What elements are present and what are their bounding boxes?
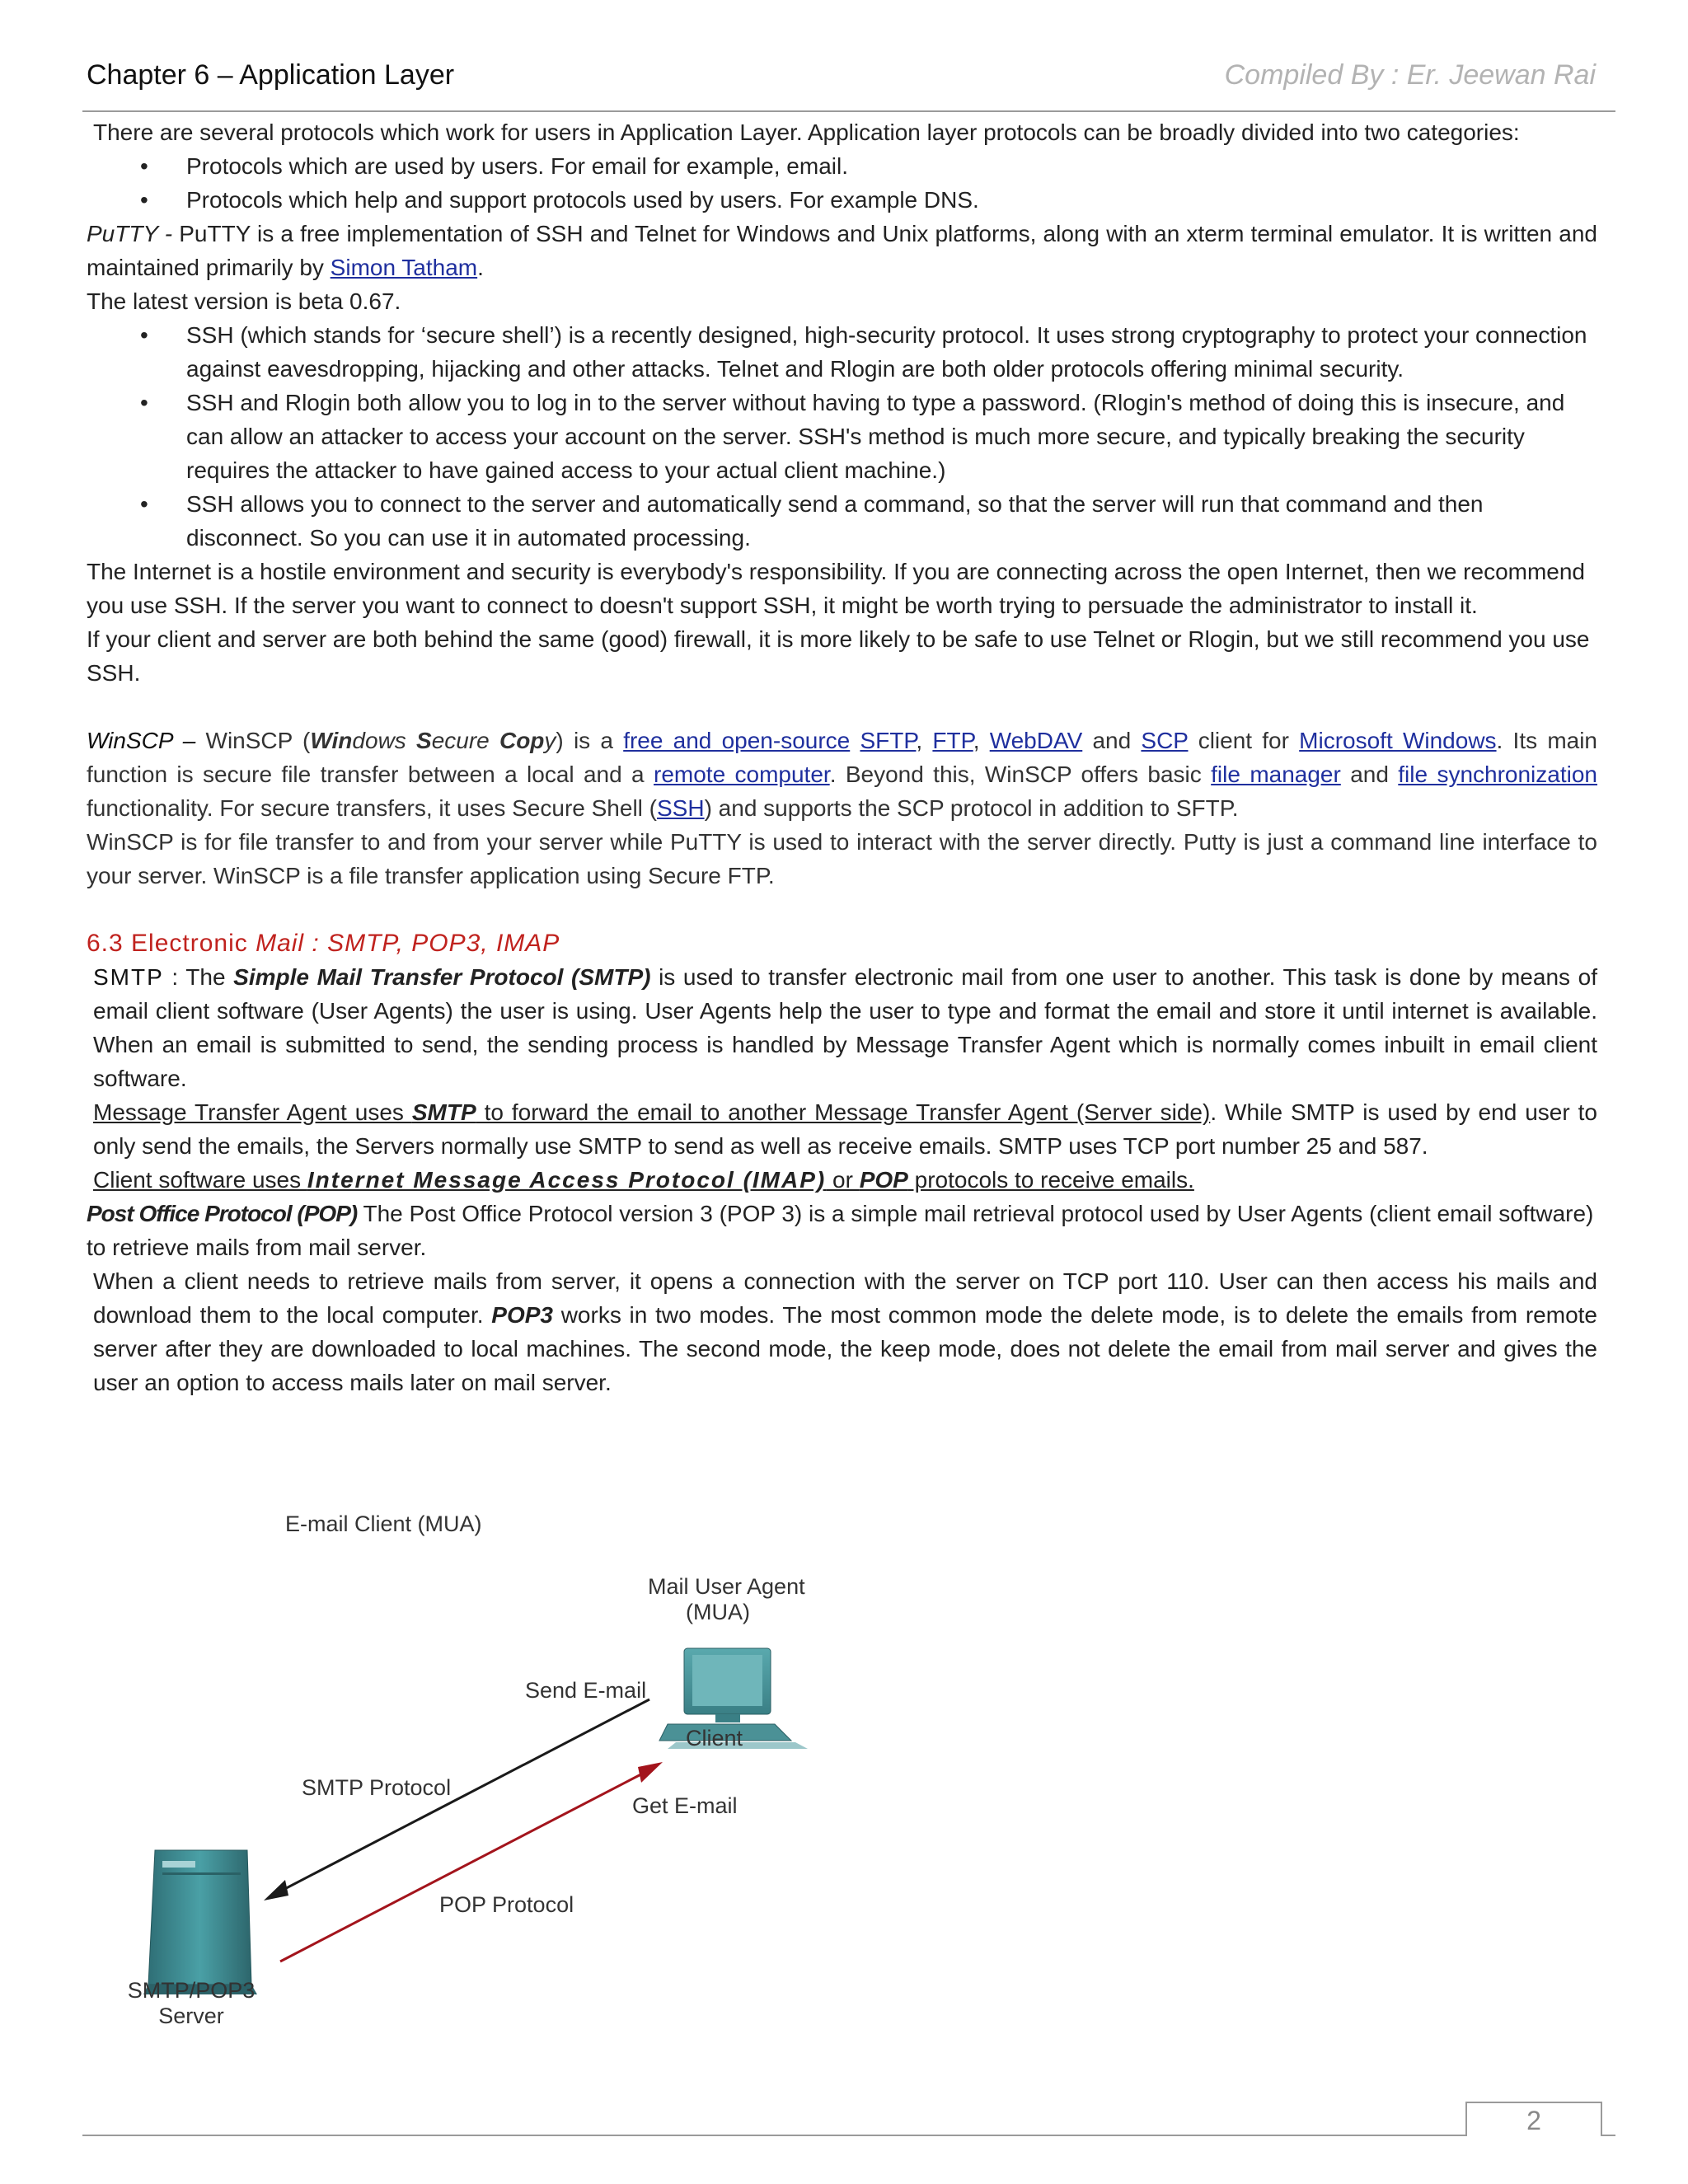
- intro-bullet-list: [87, 149, 1597, 217]
- ftp-link[interactable]: FTP: [932, 728, 973, 753]
- mua-label: Mail User Agent (MUA): [648, 1574, 805, 1624]
- mta-paragraph: Message Transfer Agent uses SMTP to forward the email to another Message Transfer Agent (Server side). While SMTP is used by end user to only send the emails, the Servers normally use SMTP to send as well as receive emails. SMTP uses TCP port number 25 and 587.: [93, 1099, 1597, 1159]
- page-number: 2: [1526, 2106, 1541, 2135]
- client-label: Client: [686, 1726, 743, 1750]
- pop3-paragraph: When a client needs to retrieve mails from server, it opens a connection with the server on TCP port 110. User can then access his mails and download them to the local computer. POP3 works in two modes. The most common mode the delete mode, is to delete the emails from remote server after they are downloaded to local machines. The second mode, the keep mode, does not delete the email from mail server and gives the user an option to access mails later on mail server.: [93, 1268, 1597, 1395]
- simon-tatham-link[interactable]: Simon Tatham: [330, 255, 478, 280]
- document-body: [87, 115, 1597, 1399]
- server-label: SMTP/POP3 Server: [127, 1978, 256, 2028]
- putty-paragraph: PuTTY - PuTTY is a free implementation of SSH and Telnet for Windows and Unix platforms, along with an xterm terminal emulator. It is written and maintained primarily by Simon Tatham.: [87, 221, 1597, 280]
- intro-paragraph: There are several protocols which work for users in Application Layer. Application layer protocols can be broadly divided into two categories:: [93, 120, 1520, 145]
- remote-computer-link[interactable]: remote computer: [654, 762, 830, 787]
- list-item: • SSH and Rlogin both allow you to log in to the server without having to type a password. (Rlogin's method of doing this is insecure, and can allow an attacker to access your account on the server. SSH's method is much more secure, and typically breaking the security requires the attacker to have gained access to your actual client machine.): [87, 386, 1597, 487]
- microsoft-windows-link[interactable]: Microsoft Windows: [1299, 728, 1497, 753]
- winscp-paragraph: WinSCP – WinSCP (Windows Secure Copy) is a free and open-source SFTP, FTP, WebDAV and SCP client for Microsoft Windows. Its main function is secure file transfer between a local and a remote computer. Beyond this, WinSCP offers basic file manager and file synchronization functionality. For secure transfers, it uses Secure Shell (SSH) and supports the SCP protocol in addition to SFTP.: [87, 728, 1598, 821]
- server-icon: [143, 1850, 257, 1994]
- winscp-term: WinSCP –: [87, 728, 196, 753]
- firewall-paragraph: If your client and server are both behind the same (good) firewall, it is more likely to be safe to use Telnet or Rlogin, but we still recommend you use SSH.: [87, 626, 1590, 686]
- pop-paragraph: Post Office Protocol (POP) The Post Office Protocol version 3 (POP 3) is a simple mail retrieval protocol used by User Agents (client email software) to retrieve mails from mail server.: [87, 1201, 1594, 1260]
- ssh-link[interactable]: SSH: [657, 795, 705, 821]
- smtp-full-name: Simple Mail Transfer Protocol (SMTP): [233, 964, 651, 990]
- client-paragraph: Client software uses Internet Message Access Protocol (IMAP) or POP protocols to receive emails.: [93, 1167, 1194, 1193]
- section-heading: 6.3 Electronic Mail : SMTP, POP3, IMAP: [87, 930, 560, 957]
- putty-version: The latest version is beta 0.67.: [87, 288, 401, 314]
- diagram-title: E-mail Client (MUA): [285, 1511, 482, 1536]
- spacer: [87, 893, 1597, 926]
- footer-rule: [82, 2135, 1615, 2136]
- pop-protocol-label: POP Protocol: [439, 1892, 574, 1917]
- webdav-link[interactable]: WebDAV: [989, 728, 1083, 753]
- file-manager-link[interactable]: file manager: [1211, 762, 1341, 787]
- sftp-link[interactable]: SFTP: [860, 728, 917, 753]
- bullet-icon: •: [140, 153, 148, 179]
- get-email-label: Get E-mail: [632, 1793, 738, 1818]
- foss-link[interactable]: free and open-source: [623, 728, 851, 753]
- bullet-icon: •: [140, 491, 148, 517]
- pop-term: Post Office Protocol (POP): [87, 1201, 358, 1226]
- spacer: [87, 690, 1597, 724]
- bullet-icon: •: [140, 187, 148, 213]
- putty-term: PuTTY -: [87, 221, 173, 246]
- send-email-label: Send E-mail: [525, 1678, 647, 1703]
- smtp-paragraph: SMTP : The Simple Mail Transfer Protocol (SMTP) is used to transfer electronic mail from one user to another. This task is done by means of email client software (User Agents) the user is using. User Agents help the user to type and format the email and store it until internet is available. When an email is submitted to send, the sending process is handled by Message Transfer Agent which is normally comes inbuilt in email client software.: [93, 964, 1597, 1091]
- smtp-term: SMTP: [93, 964, 164, 990]
- list-item: • Protocols which help and support protocols used by users. For example DNS.: [87, 183, 1597, 217]
- chapter-title: Chapter 6 – Application Layer: [87, 59, 455, 91]
- bullet-icon: •: [140, 322, 148, 348]
- winscp-paragraph-2: WinSCP is for file transfer to and from your server while PuTTY is used to interact with the server directly. Putty is just a command line interface to your server. WinSCP is a file transfer application using Secure FTP.: [87, 829, 1597, 888]
- scp-link[interactable]: SCP: [1141, 728, 1189, 753]
- list-item: • Protocols which are used by users. For email for example, email.: [87, 149, 1597, 183]
- smtp-protocol-label: SMTP Protocol: [302, 1775, 452, 1800]
- bullet-icon: •: [140, 390, 148, 415]
- ssh-bullet-list: [87, 318, 1597, 555]
- list-item: • SSH (which stands for ‘secure shell’) is a recently designed, high-security protocol. It uses strong cryptography to protect your connection against eavesdropping, hijacking and other attacks. Telnet and Rlogin are both older protocols offering minimal security.: [87, 318, 1597, 386]
- file-synchronization-link[interactable]: file synchronization: [1398, 762, 1597, 787]
- internet-paragraph: The Internet is a hostile environment and security is everybody's responsibility. If you are connecting across the open Internet, then we recommend you use SSH. If the server you want to connect to doesn't support SSH, it might be worth trying to persuade the administrator to install it.: [87, 559, 1586, 618]
- list-item: • SSH allows you to connect to the server and automatically send a command, so that the server will run that command and then disconnect. So you can use it in automated processing.: [87, 487, 1597, 555]
- header-rule: [82, 110, 1615, 112]
- compiled-by: Compiled By : Er. Jeewan Rai: [1224, 59, 1596, 91]
- email-protocol-diagram: [124, 1508, 865, 2052]
